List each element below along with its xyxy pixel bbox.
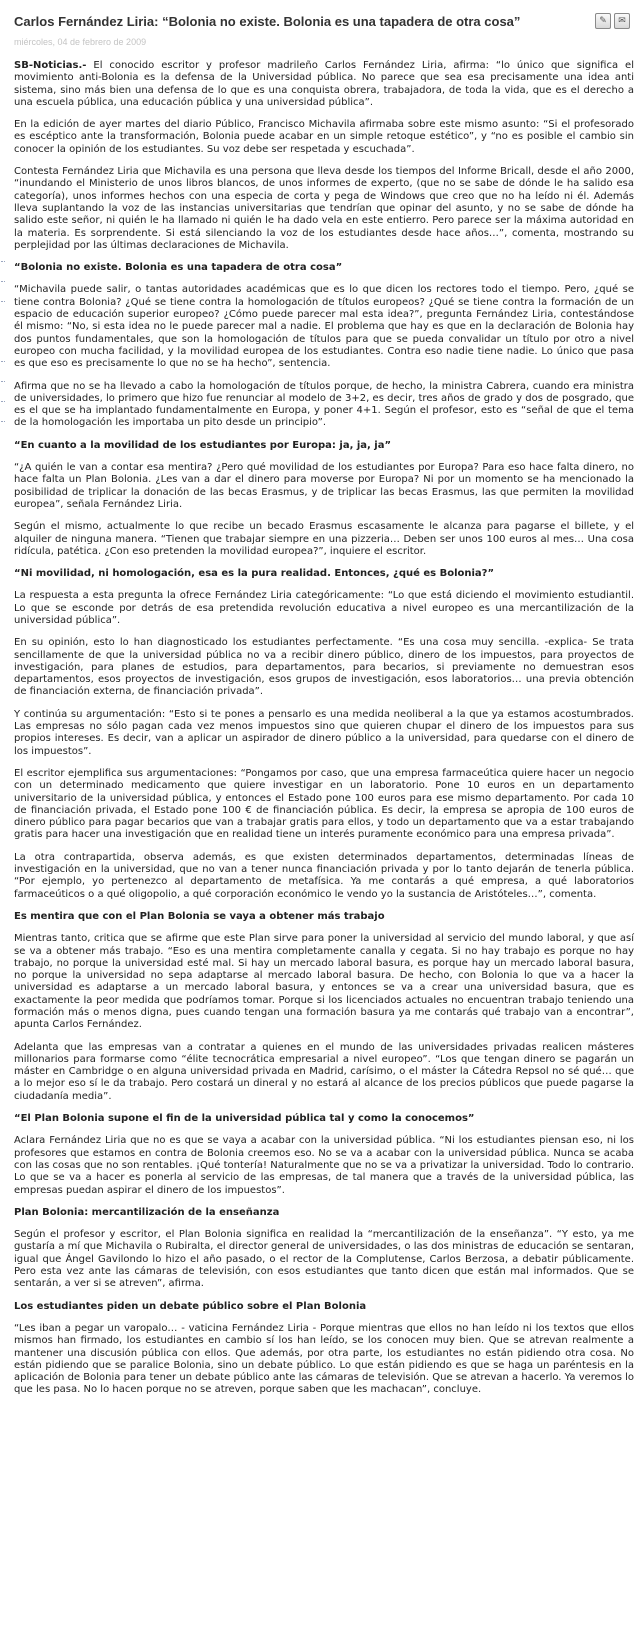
subheading: Es mentira que con el Plan Bolonia se vaya a obtener más trabajo bbox=[14, 910, 385, 922]
email-post-icon[interactable]: ✉ bbox=[614, 13, 630, 29]
subheading: “Ni movilidad, ni homologación, esa es la pura realidad. Entonces, ¿qué es Bolonia?” bbox=[14, 568, 495, 580]
paragraph: Adelanta que las empresas van a contratar a quienes en el mundo de las universidades privadas realicen másteres millonarios para formarse como “élite tecnocrática empresarial a nivel europeo”. “Los que tengan dinero se pagarán un máster en Cambridge o en alguna universidad privada en Madrid, carísimo, o el máster la Cátedra Repsol no sé qué… que a lo mejor eso sí le da trabajo. Pero costará un dineral y no estará al alcance de los precios públicos que puede pagarse la ciudadanía media”. bbox=[14, 1041, 634, 1102]
paragraph: En su opinión, esto lo han diagnosticado los estudiantes perfectamente. “Es una cosa muy sencilla. -explica- Se trata sencillamente de que la universidad pública no va a recibir dinero público, dinero de los impuestos, para proyectos de investigación, para planes de estudios, para departamentos, para becarios, si previamente no demuestran esos departamentos, esos proyectos de investigación, esos grupos de investigación, esos laboratorios… una previa obtención de financiación externa, de financiación privada”. bbox=[14, 637, 634, 698]
paragraph: En la edición de ayer martes del diario Público, Francisco Michavila afirmaba sobre este mismo asunto: “Si el profesorado es escéptico ante la transformación, Bolonia puede acabar en un simple retoque estético”, y “no es posible el cambio sin conocer la opinión de los estudiantes. Su voz debe ser respetada y escuchada”. bbox=[14, 119, 634, 155]
gutter-mark bbox=[1, 381, 5, 383]
post-actions bbox=[595, 13, 630, 29]
subheading: Los estudiantes piden un debate público sobre el Plan Bolonia bbox=[14, 1300, 367, 1312]
post-date: miércoles, 04 de febrero de 2009 bbox=[14, 37, 147, 47]
paragraph: “¿A quién le van a contar esa mentira? ¿Pero qué movilidad de los estudiantes por Europa? Para eso hace falta dinero, no hace falta un Plan Bolonia. ¿Les van a dar el dinero para moverse por Europa? Ni por un momento se ha mencionado la posibilidad de triplicar la donación de las becas Erasmus, y de triplicar las becas Erasmus, las que permiten la movilidad europea”, señala Fernández Liria. bbox=[14, 462, 634, 510]
paragraph: Aclara Fernández Liria que no es que se vaya a acabar con la universidad pública. “Ni los estudiantes piensan eso, ni los profesores que estamos en contra de Bolonia creemos eso. No se va a acabar con la universidad pública. Nunca se acaba con las cosas que no son rentables. ¡Qué tontería! Naturalmente que no se va a privatizar la universidad. Todo lo contrario. Lo que se va a hacer es ponerla al servicio de las empresas, de tal manera que a través de la universidad pública, las empresas puedan aspirar el dinero de los impuestos”. bbox=[14, 1135, 634, 1196]
edit-post-icon[interactable]: ✎ bbox=[595, 13, 611, 29]
paragraph: Según el profesor y escritor, el Plan Bolonia significa en realidad la “mercantilización de la enseñanza”. “Y esto, ya me gustaría a mí que Michavila o Rubiralta, el director general de universidades, o las dos ministras de educación se sentaran, igual que Ángel Gavilondo lo hizo el año pasado, o el rector de la Complutense, Carlos Berzosa, a debatir públicamente. Pero esta vez ante las cámaras de televisión, con esos estudiantes que tanto dicen que están mal informados. Que se sentarán, a ver si se atreven”, afirma. bbox=[14, 1229, 634, 1290]
post-title[interactable]: Carlos Fernández Liria: “Bolonia no existe. Bolonia es una tapadera de otra cosa” bbox=[14, 14, 521, 29]
paragraph-text: El conocido escritor y profesor madrileño Carlos Fernández Liria, afirma: “lo único que significa el movimiento anti-Bolonia es la defensa de la Universidad pública. No parece que sea esa precisamente una idea anti sistema, sino más bien una defensa de lo que es una conquista obrera, trabajadora, de toda la vida, que es el derecho a una escuela pública, una educación pública y una universidad pública”. bbox=[14, 60, 634, 108]
paragraph: Contesta Fernández Liria que Michavila es una persona que lleva desde los tiempos del Informe Bricall, desde el año 2000, “inundando el Ministerio de unos libros blancos, de unos informes de experto, (que no se sabe de dónde le ha salido esa categoría), unos informes hechos con una especia de corta y pega de Windows que creo que no ha leído ni él. Además lleva suplantando la voz de las instancias universitarias que tendrían que opinar del asunto, y no se sabe de dónde ha salido este señor, ni quién le ha llamado ni quién le ha dado vela en este entierro. Pero parece ser la máxima autoridad en la materia. Es sorprendente. Si está silenciando la voz de los estudiantes desde hace años…”, comenta, mostrando su perplejidad por las últimas declaraciones de Michavila. bbox=[14, 166, 634, 251]
paragraph bbox=[14, 60, 634, 109]
gutter-mark bbox=[1, 261, 5, 263]
lead-label: SB-Noticias.- bbox=[14, 60, 87, 71]
paragraph: Según el mismo, actualmente lo que recibe un becado Erasmus escasamente le alcanza para pagarse el billete, y el alquiler de ninguna manera. “Tienen que trabajar siempre en una pizzeria… Deben ser unos 100 euros al mes… Una cosa ridícula, patética. ¿Con eso pretenden la movilidad europea?”, inquiere el escritor. bbox=[14, 521, 634, 557]
gutter-mark bbox=[1, 281, 5, 283]
paragraph: “Michavila puede salir, o tantas autoridades académicas que es lo que dicen los rectores todo el tiempo. Pero, ¿qué se tiene contra Bolonia? ¿Qué se tiene contra la homologación de títulos europeos? ¿Qué se tiene contra la formación de un espacio de educación superior europeo? ¿Cómo puede parecer mal esta idea?”, pregunta Fernández Liria, contestándose él mismo: “No, si esta idea no le puede parecer mal a nadie. El problema que hay es que en la declaración de Bolonia hay dos puntos fundamentales, que son la homologación de títulos para que se pueda convalidar un título por otro a nivel europeo con mucha facilidad, y la movilidad europea de los estudiantes. Contra eso nadie tiene nadie. Lo único que pasa es que eso es precisamente lo que no se ha hecho”, sentencia. bbox=[14, 284, 634, 370]
paragraph: “Les iban a pegar un varopalo… - vaticina Fernández Liria - Porque mientras que ellos no han leído ni los textos que ellos mismos han firmado, los estudiantes en cambio sí los han leído, se los conocen muy bien. Que se atrevan realmente a mantener una discusión pública con ellos. Que además, por otra parte, los estudiantes no están pidiendo otra cosa. No están pidiendo que se paralice Bolonia, sino un debate público. Lo que están pidiendo es que se haga un paréntesis en la aplicación de Bolonia para tener un debate público ante las cámaras de televisión. Que se atrevan a hacerlo. Ya veremos lo que les pasa. No lo hacen porque no se atreven, porque saben que les machacan”, concluye. bbox=[14, 1322, 634, 1396]
blog-post bbox=[14, 10, 634, 1407]
gutter-mark bbox=[1, 401, 5, 403]
gutter-mark bbox=[1, 361, 5, 363]
paragraph: Mientras tanto, critica que se afirme que este Plan sirve para poner la universidad al servicio del mundo laboral, y que así se va a obtener más trabajo. “Eso es una mentira completamente canalla y cegata. Si no hay trabajo es porque no hay trabajo, no porque la universidad esté mal. Si hay un mercado laboral basura, es porque hay un mercado laboral basura, no porque la universidad no sepa adaptarse al mercado laboral basura. De hecho, con Bolonia lo que va a hacer la universidad es adaptarse a un mercado laboral basura, y entonces se va a crear una universidad basura, que es exactamente la peor medida que podríamos tomar. Porque si los licenciados actuales no encuentran trabajo teniendo una formación más o menos digna, pues cuando tengan una formación basura ya me contarás qué trabajo van a encontrar”, apunta Carlos Fernández. bbox=[14, 933, 634, 1031]
subheading: “En cuanto a la movilidad de los estudiantes por Europa: ja, ja, ja” bbox=[14, 439, 392, 451]
subheading: “El Plan Bolonia supone el fin de la universidad pública tal y como la conocemos” bbox=[14, 1113, 475, 1125]
post-body bbox=[14, 60, 634, 1397]
post-header bbox=[14, 10, 634, 32]
paragraph: Y continúa su argumentación: “Esto si te pones a pensarlo es una medida neoliberal a la que ya estamos acostumbrados. Las empresas no sólo pagan cada vez menos impuestos sino que quieren chupar el dinero de los impuestos para sus propios intereses. Es decir, van a aplicar un aspirador de dinero público a la universidad, para quedarse con el dinero de los impuestos”. bbox=[14, 708, 634, 757]
gutter-mark bbox=[1, 421, 5, 423]
gutter-mark bbox=[1, 301, 5, 303]
paragraph: El escritor ejemplifica sus argumentaciones: “Pongamos por caso, que una empresa farmaceútica quiere hacer un negocio con un determinado medicamento que quiere investigar en un laboratorio. Pone 10 euros en un departamento universitario de la universidad pública, y entonces el Estado pone 100 euros para ese mismo departamento. Por cada 10 de financiación privada, el Estado pone 100 € de financiación pública. Es decir, la empresa se apropia de 100 euros de dinero público para pagar becarios que van a trabajar gratis para ellos, y todo un departamento que va a estar trabajando gratis para hacer una investigación que en realidad tiene un interés puramente económico para una empresa privada”. bbox=[14, 767, 634, 841]
paragraph: La otra contrapartida, observa además, es que existen determinados departamentos, determinadas líneas de investigación en la universidad, que no van a tener nunca financiación privada y por lo tanto dejarán de tenerla pública. “Por ejemplo, yo pertenezco al departamento de metafísica. Ya me contarás a qué empresa, a qué laboratorios farmaceúticos o a qué oligopolio, a qué corporación económico le vendo yo la sustancia de Aristóteles…”, comenta. bbox=[14, 851, 634, 900]
paragraph: Afirma que no se ha llevado a cabo la homologación de títulos porque, de hecho, la ministra Cabrera, cuando era ministra de universidades, lo primero que hizo fue renunciar al modelo de 3+2, es decir, tres años de grado y dos de posgrado, que es el que se ha implantado fundamentalmente en Europa, y poner 4+1. Según el profesor, esto es “señal de que el tema de la homologación les importaba un pito desde un principio”. bbox=[14, 380, 634, 429]
subheading: Plan Bolonia: mercantilización de la enseñanza bbox=[14, 1206, 280, 1218]
subheading: “Bolonia no existe. Bolonia es una tapadera de otra cosa” bbox=[14, 262, 343, 274]
left-gutter bbox=[0, 0, 6, 1644]
paragraph: La respuesta a esta pregunta la ofrece Fernández Liria categóricamente: “Lo que está diciendo el movimiento estudiantil. Lo que se esconde por detrás de esa pretendida revolución educativa a nivel europeo es una mercantilización de la universidad pública”. bbox=[14, 590, 634, 626]
